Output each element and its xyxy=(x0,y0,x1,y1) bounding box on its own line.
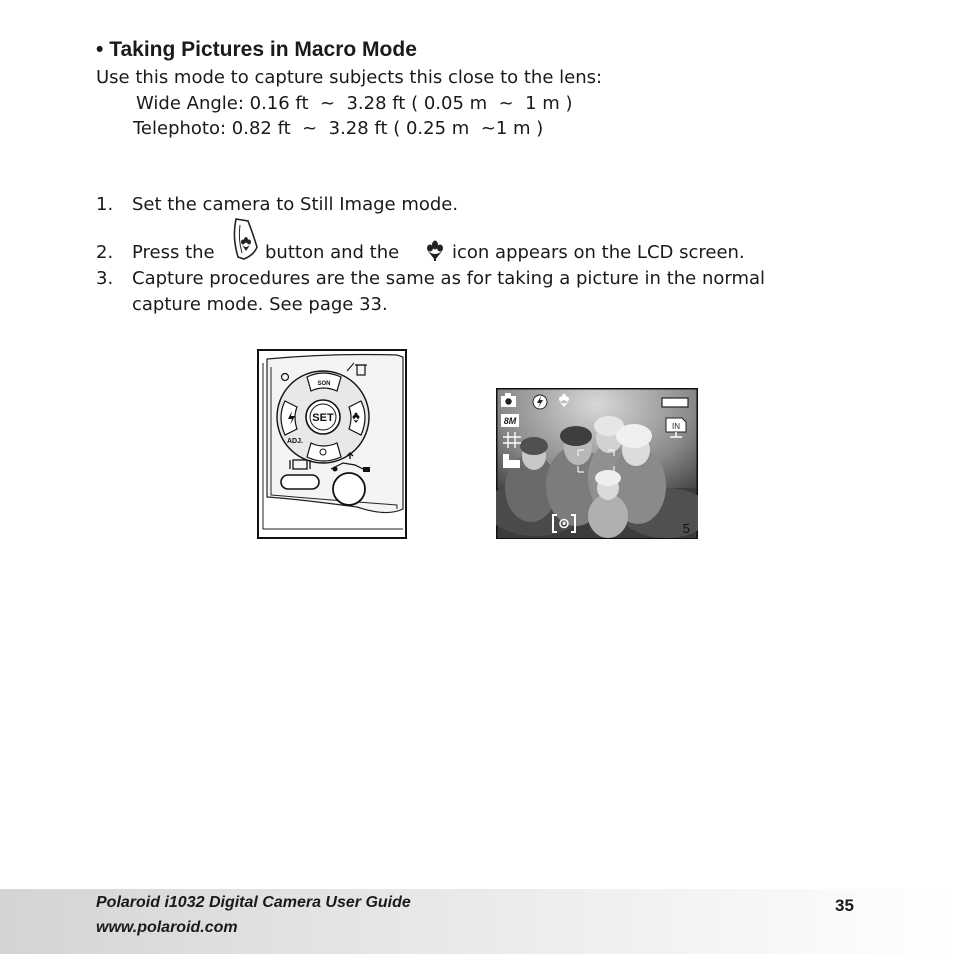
camera-back-figure xyxy=(257,349,407,539)
step-2-number: 2. xyxy=(96,242,114,263)
macro-flower-icon xyxy=(425,240,445,262)
battery-icon xyxy=(662,398,688,407)
step-3-line-2: capture mode. See page 33. xyxy=(132,294,388,315)
step-1-number: 1. xyxy=(96,194,114,215)
page-number: 35 xyxy=(835,896,854,915)
step-3-number: 3. xyxy=(96,268,114,289)
shots-remaining: 5 xyxy=(682,521,690,536)
footer-guide-title: Polaroid i1032 Digital Camera User Guide xyxy=(96,894,411,911)
step-2-text-a: Press the xyxy=(132,242,215,263)
step-2-text-b: button and the xyxy=(265,242,400,263)
heading-bullet: • xyxy=(96,38,104,61)
macro-button-icon xyxy=(230,217,260,261)
footer-website: www.polaroid.com xyxy=(96,919,238,936)
wide-angle-range: Wide Angle: 0.16 ft ~ 3.28 ft ( 0.05 m ~ 1 m ) xyxy=(136,93,573,114)
set-label: SET xyxy=(312,412,334,424)
heading-title: Taking Pictures in Macro Mode xyxy=(109,38,417,61)
mode-dial[interactable] xyxy=(333,473,365,505)
internal-memory-label: IN xyxy=(672,422,680,431)
step-1-text: Set the camera to Still Image mode. xyxy=(132,194,459,215)
display-button[interactable] xyxy=(281,475,319,489)
step-3-line-1: Capture procedures are the same as for taking a picture in the normal xyxy=(132,268,766,289)
intro-text: Use this mode to capture subjects this close to the lens: xyxy=(96,67,603,88)
section-heading xyxy=(96,38,417,62)
telephoto-range: Telephoto: 0.82 ft ~ 3.28 ft ( 0.25 m ~1 m ) xyxy=(133,118,544,139)
step-2-text-c: icon appears on the LCD screen. xyxy=(452,242,745,263)
adj-label: ADJ. xyxy=(287,438,303,445)
flash-off-icon xyxy=(533,395,547,409)
resolution-label: 8M xyxy=(503,416,517,426)
son-label: SON xyxy=(317,381,331,387)
lcd-screen-figure xyxy=(496,388,698,539)
